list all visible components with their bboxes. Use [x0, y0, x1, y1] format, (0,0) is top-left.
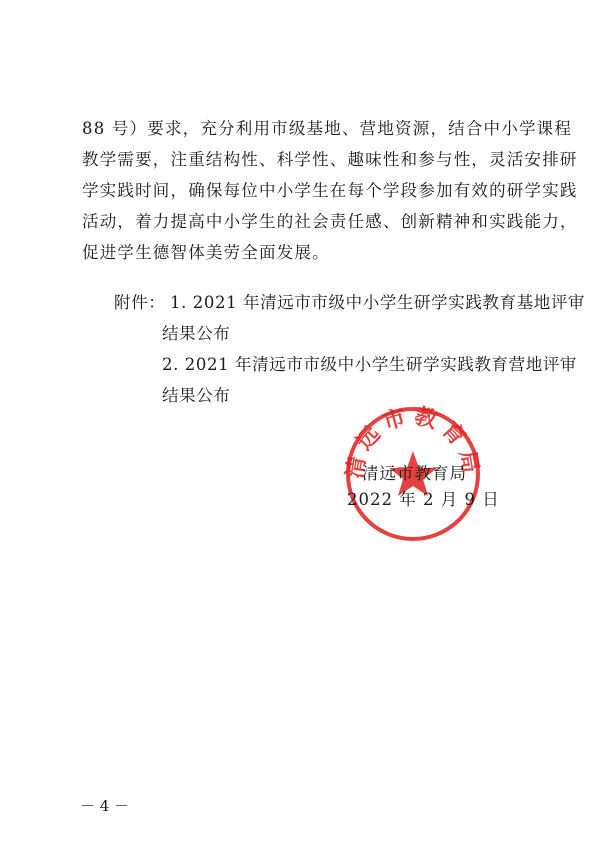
paragraph-line-4: 活动，着力提高中小学生的社会责任感、创新精神和实践能力，	[82, 212, 578, 231]
paragraph-line-1: 88 号）要求，充分利用市级基地、营地资源，结合中小学课程	[82, 119, 573, 138]
attachment-item-1-line-1: 1. 2021 年清远市市级中小学生研学实践教育基地评审	[170, 293, 586, 312]
signature-date: 2022 年 2 月 9 日	[347, 490, 500, 509]
page-number: － 4 －	[80, 797, 130, 815]
signature-organization: 清远市教育局	[362, 464, 467, 483]
attachment-item-1-line-2: 结果公布	[162, 324, 231, 343]
paragraph-line-2: 教学需要，注重结构性、科学性、趣味性和参与性，灵活安排研	[82, 150, 578, 169]
paragraph-line-5: 促进学生德智体美劳全面发展。	[82, 243, 330, 262]
attachment-item-2-line-2: 结果公布	[162, 386, 231, 405]
attachment-prefix: 附件：	[114, 293, 166, 312]
attachment-item-2-line-1: 2. 2021 年清远市市级中小学生研学实践教育营地评审	[162, 355, 578, 374]
seal-text: 清远市教育局	[343, 404, 483, 481]
paragraph-line-3: 学实践时间，确保每位中小学生在每个学段参加有效的研学实践	[82, 181, 578, 200]
